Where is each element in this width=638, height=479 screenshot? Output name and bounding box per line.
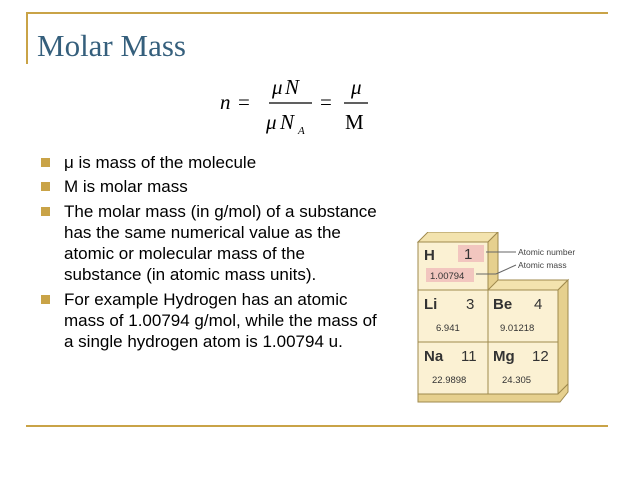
na-number: 11 [461,348,477,365]
h-tile-top [418,232,498,242]
bullet-item [40,176,380,197]
be-mass: 9.01218 [500,323,535,334]
molar-mass-formula [216,74,386,144]
bullet-item [40,289,380,353]
formula-num-mu-2: μ [351,75,362,99]
atomic-mass-pointer-2 [496,265,516,274]
mg-symbol: Mg [493,348,515,365]
formula-n: n [220,90,231,114]
bullet-marker [41,182,50,191]
na-symbol: Na [424,348,444,365]
bullet-text: μ is mass of the molecule [64,153,257,172]
bullet-text: M is molar mass [64,177,188,197]
bullet-list [40,152,380,356]
be-mg-block-side [558,280,568,394]
formula-num-mu: μ [272,75,283,99]
top-rule [26,12,608,14]
bullet-text: The molar mass (in g/mol) of a substance has the same numerical value as the atomic or molecular mass of the substance (in atomic mass units). [64,201,377,285]
slide-title: Molar Mass [37,28,186,63]
h-mass: 1.00794 [430,271,465,282]
atomic-number-label: Atomic number [518,247,576,257]
atomic-mass-label: Atomic mass [518,260,567,270]
li-symbol: Li [424,296,438,313]
formula-eq-1: = [238,90,250,114]
formula-den-M: M [345,110,364,134]
na-mass: 22.9898 [432,375,467,386]
be-number: 4 [534,296,543,313]
h-symbol: H [424,247,435,264]
mg-number: 12 [532,348,549,365]
li-mass: 6.941 [436,323,460,334]
formula-eq-2: = [320,90,332,114]
formula-den-subscript-A: A [298,125,305,137]
bullet-item [40,201,380,286]
left-rule [26,12,28,64]
bullet-marker [41,158,50,167]
formula-den-N: N [280,110,295,134]
li-number: 3 [466,296,475,313]
bullet-item [40,152,380,173]
mg-mass: 24.305 [502,375,532,386]
h-number: 1 [464,246,473,263]
bullet-marker [41,295,50,304]
be-mg-block-top [488,280,568,290]
be-symbol: Be [493,296,513,313]
periodic-table-excerpt [416,232,612,418]
formula-den-mu: μ [266,110,277,134]
bottom-rule [26,425,608,427]
bullet-marker [41,207,50,216]
bullet-text: For example Hydrogen has an atomic mass of 1.00794 g/mol, while the mass of a single hydrogen atom is 1.00794 u. [64,289,377,352]
formula-num-N: N [285,75,300,99]
